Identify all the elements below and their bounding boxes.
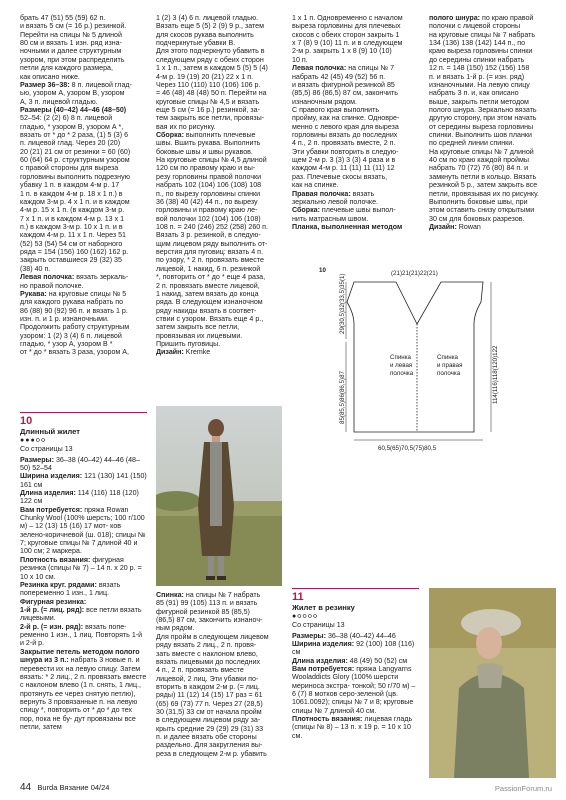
paragraph-text: вязать попеременно 1 изн., 1 лиц.: [20, 580, 121, 598]
text-paragraph: [292, 64, 419, 189]
text-paragraph: [20, 273, 147, 290]
diagram-total-length: 114(116)118(120)122: [492, 345, 499, 404]
paragraph-heading: Ширина изделия:: [20, 472, 83, 481]
text-paragraph: [20, 456, 147, 473]
diagram-top-width: (21)21(21)22(21): [391, 270, 438, 277]
paragraph-heading: Плотность вязания:: [20, 555, 91, 564]
text-paragraph: [20, 472, 147, 489]
column-2-lower: [156, 591, 282, 758]
difficulty-dot: ●: [25, 436, 31, 444]
text-paragraph: [20, 623, 147, 648]
paragraph-heading: 1-й р. (= лиц. ряд):: [20, 606, 85, 614]
paragraph-heading: Закрытие петель методом полого шнура из 3 п.:: [20, 647, 140, 665]
paragraph-heading: Сборка:: [156, 131, 184, 140]
paragraph-text: 114 (116) 118 (120) 122 см: [20, 488, 139, 506]
difficulty-dot: ●: [292, 612, 298, 620]
paragraph-text: 1 х 1 п. Одновременно с началом выреза горловины для плечевых скосов с обеих сторон закрыть 1 х 7 (8) 9 (10) 11 п. и в следующем 2-м р. закрыть 1 х 8 (9) 10 (10) 10 п.: [292, 14, 403, 64]
paragraph-text: 1 (2) 3 (4) 6 п. лицевой гладью. Вязать еще 5 (5) 2 (9) 9 р., затем для скосов рукава выполнить подчеркнутые убавки В. Для этого подчеркнуто убавить в следующем ряду с обеих сторон 1 х 1 п., затем в каждом 5 (5) 5 (4) 4-м р. 19 (19) 20 (21) 22 х 1 п. Через 110 (110) 110 (106) 106 р. = 46 (48) 48 (48) 50 п. Перейти на круговые спицы № 4,5 и вязать еще 5 см (= 16 р.) резинкой, за- тем закрыть все петли, провязы- вая их по рисунку.: [156, 14, 268, 131]
text-paragraph: [292, 632, 419, 640]
paragraph-text: набрать 3 новые п. и перевести их на левую спицу. Затем вязать: * 2 лиц., 2 п. провязать вместе с наклоном влево (1 п. снять, 1 лиц., протянуть ее через снятую петлю), вернуть 3 провязанные п. на левую спицу *, повторить от * до * до тех пор, пока не бу- дут провязаны все петли, затем: [20, 656, 147, 732]
paragraph-heading: Левая полочка:: [292, 64, 347, 73]
text-paragraph: [292, 223, 419, 231]
paragraph-heading: Правая полочка:: [292, 189, 351, 198]
issue-number: 04/24: [90, 783, 110, 793]
paragraph-heading: Размеры:: [20, 455, 54, 464]
paragraph-heading: Размер 36–38:: [20, 80, 70, 89]
paragraph-text: Rowan: [456, 222, 481, 231]
photo-rib-vest-illustration: [429, 588, 556, 778]
difficulty-dot: ●: [20, 436, 26, 444]
page-number: 44: [20, 782, 32, 794]
paragraph-text: плечевые швы выпол- нить матрасным швом.: [292, 206, 396, 223]
watermark: PassionForum.ru: [494, 784, 552, 794]
paragraph-heading: Дизайн:: [429, 222, 457, 231]
paragraph-text: фигурная резинка (спицы № 7) – 14 п. x 20 р. = 10 x 10 см.: [20, 555, 142, 581]
diagram-right-label: Спинка и правая полочка: [437, 354, 463, 377]
section-10-specs: [20, 456, 147, 732]
paragraph-text: на круговые спицы № 5 для каждого рукава набрать по 86 (88) 90 (92) 96 п. и вязать 1 р. изн. п. и 1 р. изнаночными. Продолжить работу структурным узором: 1 (2) 3 (4) 6 п. лицевой гладью, * узор А, узором В * от * до * вязать 3 раза, узором А,: [20, 289, 130, 357]
paragraph-text: пряжа Rowan Chunky Wool (100% шерсть; 100 г/100 м) – 12 (13) 15 (16) 17 мот- ков зелено-коричневой (ш. 018); спицы № 7; круговые спицы № 7 длиной 40 и 100 см; 2 маркера.: [20, 505, 146, 556]
difficulty-dot: ●: [40, 436, 47, 444]
paragraph-text: лицевая гладь (спицы № 8) – 13 п. x 19 р. = 10 x 10 см.: [292, 715, 413, 740]
difficulty-dot: ●: [35, 436, 41, 444]
diagram-left-label: Спинка и левая полочка: [390, 354, 414, 377]
difficulty-dot: ●: [307, 612, 313, 620]
page-footer: [20, 782, 109, 794]
text-paragraph: [20, 506, 147, 556]
difficulty-rating: [20, 437, 147, 445]
section-title: Жилет в резинку: [292, 602, 355, 612]
paragraph-text: 36–38 (40–42) 44–46 (48–50) 52–54: [20, 455, 140, 472]
paragraph-heading: Вам потребуется:: [20, 505, 83, 514]
paragraph-heading: Размеры:: [292, 631, 326, 640]
paragraph-text: на спицы № 7 набрать 85 (91) 99 (105) 113 п. и вязать фигурной резинкой 85 (85,5) (86,5) 87 см, закончить изнаноч- ным рядом. Для пройм в следующем лицевом ряду вязать 2 лиц., 2 п. провя- зать вместе с наклоном влево, вязать лицевыми до последних 4 п., 2 п. провязать вместе лицевой, 2 лиц. Эти убавки по- вторить в каждом 2-м р. (= лиц. ряды) 11 (12) 14 (15) 17 раз = 61 (65) 69 (73) 77 п. Через 27 (28,5) 30 (31,5) 33 см от начала пройм в следующем лицевом ряду за- крыть средние 29 (29) 29 (31) 33 п. и далее вязать обе стороны раздельно. Для закругления вы- реза в следующем 2-м р. убавить: [156, 591, 269, 758]
column-2: [156, 14, 282, 357]
text-paragraph: [292, 190, 419, 207]
pattern-diagram: [286, 264, 566, 564]
text-paragraph: [429, 14, 556, 223]
paragraph-heading: Спинка:: [156, 591, 184, 599]
paragraph-text: вязать зеркально левой полочке.: [292, 189, 379, 206]
paragraph-text: по краю правой полочки с лицевой стороны на круговые спицы № 7 набрать 134 (136) 138 (142) 144 п., по краю выреза горловины спинки до середины спинки набрать 12 п. = 148 (150) 152 (156) 158 п. и вязать 1-й р. (= изн. ряд) изнаночными. На левую спицу набрать 3 п. и, как описано выше, закрыть петли методом полого шнура. Зеркально вязать другую сторону, при этом начать от середины выреза горловины спинки. Выполнить шов планки по средней линии спинки. На круговые спицы № 7 длиной 40 см по краю каждой проймы набрать 70 (72) 76 (80) 84 п. и замкнуть петли в кольцо. Вязать резинкой 5 р., затем закрыть все петли, провязывая их по рисунку. Выполнить боковые швы, при этом оставить снизу открытыми 30 см для боковых разрезов.: [429, 14, 539, 223]
difficulty-dot: ●: [312, 612, 319, 620]
text-paragraph: [20, 106, 147, 273]
text-paragraph: [20, 290, 147, 357]
text-paragraph: [20, 556, 147, 581]
text-paragraph: [156, 131, 282, 348]
difficulty-dot: ●: [302, 612, 308, 620]
paragraph-text: вязать зеркаль- но правой полочке.: [20, 273, 129, 290]
paragraph-heading: 2-й р. (= изн. ряд):: [20, 622, 84, 631]
text-paragraph: [20, 489, 147, 506]
paragraph-text: пряжа Langyarns Wooladdicts Glory (100% шерсти мериноса экстра- тонкой; 50 г/70 м) – 6 (7) 8 мотков серо-зеленой (цв. 1061.0092); спицы № 7 и 8; круговые спицы № 7 длиной 40 см.: [292, 664, 416, 715]
text-paragraph: [20, 14, 147, 81]
paragraph-heading: Вам потребуется:: [292, 664, 355, 673]
paragraph-text: 52–54: (2 (2) 6) 8 п. лицевой гладью, * узором В, узором А *, вязать от * до * 2 раза, (1) 5 (3) 6 п. лицевой глад. Через 20 (20) 20 (21) 21 см от резинки = 60 (60) 60 (64) 64 р. структурным узором с правой стороны для выреза горловины выполнить подрезную убавку 1 п. в каждом 4-м р. 17 1 п. в каждом 4-м р. 18 х 1 п.) в каждом 3-м р. 4 х 1 п. и в каждом 4-м р. 15 х 1 п. (в каждом 3-м р. 7 х 1 п. и в каждом 4-м р. 13 х 1 п.) в каждом 3-м р. 10 х 1 п. и в каждом 4-м р. 11 х 1 п. Через 51 (52) 53 (54) 54 см от наборного ряда = 154 (156) 160 (162) 162 р. закрыть оставшиеся 29 (32) 35 (38) 40 п.: [20, 114, 131, 273]
difficulty-dot: ●: [30, 436, 36, 444]
diagram-bottom-width: 60,5(65)70,5(75)80,5: [378, 445, 437, 452]
paragraph-heading: Дизайн:: [156, 348, 184, 357]
paragraph-text: 48 (49) 50 (52) см: [347, 656, 408, 665]
section-title: Длинный жилет: [20, 426, 80, 436]
diagram-body-length: 85(85,5)86(86,5)87: [339, 371, 346, 424]
column-3: [292, 14, 419, 231]
magazine-name: Burda Вязание: [37, 783, 89, 793]
photo-long-vest: [156, 406, 282, 586]
text-paragraph: [429, 223, 556, 231]
section-11-specs: [292, 632, 419, 741]
paragraph-heading: Сборка:: [292, 206, 320, 215]
paragraph-heading: Планка, выполненная методом: [292, 222, 403, 231]
column-4: [429, 14, 556, 231]
paragraph-heading: Рукава:: [20, 289, 47, 298]
paragraph-text: выполнить плечевые швы. Вшить рукава. Выполнить боковые швы и швы рукавов. На круговые спицы № 4,5 длиной 120 см по правому краю и вы- резу горловины правой полочки набрать 102 (104) 106 (108) 108 п., по вырезу горловины спинки 36 (38) 40 (42) 44 п., по вырезу горловины и правому краю ле- вой полочки 102 (104) 106 (108) 108 п. = 240 (246) 252 (258) 260 п. Вязать 3 р. резинкой, в следую- щим лицевом ряду выполнить от- верстия для пуговиц: вязать 4 п. по узору, * 2 п. провязать вместе лицевой, 1 накид, 6 п. резинкой *, повторить от * до * еще 4 раза, 2 п. провязать вместе лицевой, 1 накид, затем вязать до конца ряда. В следующем изнаночном ряду накиды вязать в соответ- ствии с узором. Вязать еще 4 р., затем закрыть все петли, провязывая их лицевыми. Пришить пуговицы.: [156, 131, 268, 349]
text-paragraph: [156, 348, 282, 356]
text-paragraph: [20, 598, 147, 606]
diagram-number: 10: [319, 267, 326, 274]
paragraph-text: 36–38 (40–42) 44–46: [325, 631, 396, 640]
paragraph-text: 121 (130) 141 (150) 161 см: [20, 472, 147, 489]
text-paragraph: [156, 591, 282, 758]
paragraph-heading: Длина изделия:: [20, 488, 76, 497]
vest-outline: [347, 282, 483, 432]
diagram-armhole: 29(30,5)32(33,5)35(1): [339, 273, 346, 334]
paragraph-text: брать 47 (51) 55 (59) 62 п. и вязать 5 см (= 16 р.) резинкой. Перейти на спицы № 5 длиной 80 см и вязать 1 изн. ряд изна- ночными и далее структурным узором, при этом распределить петли для каждого размера, как описано ниже.: [20, 14, 127, 81]
paragraph-text: на спицы № 7 набрать 42 (45) 49 (52) 56 п. и вязать фигурной резинкой 85 (85,5) 86 (86,5) 87 см, закончить изнаночным рядом. С правого края выполнить пройму, как на спинке. Одновре- менно с левого края для выреза горловины вязать до последних 4 п., 2 п. провязать вместе, 2 п. Эти убавки повторить в следую- щем 2-м р. 3 (3) 3 (3) 4 раза и в каждом 4-м р. 11 (11) 11 (11) 12 раз. Плечевые скосы вязать, как на спинке.: [292, 64, 400, 190]
photo-rib-vest: [429, 588, 556, 778]
text-paragraph: [292, 206, 419, 223]
paragraph-heading: Плотность вязания:: [292, 715, 363, 724]
text-paragraph: [156, 14, 282, 131]
text-paragraph: [292, 14, 419, 64]
paragraph-heading: Длина изделия:: [292, 656, 348, 665]
photo-long-vest-illustration: [156, 406, 282, 586]
text-paragraph: [20, 81, 147, 106]
source-page: Со страницы 13: [20, 445, 73, 454]
section-10: [20, 412, 147, 731]
paragraph-text: 92 (100) 108 (116) см: [292, 639, 415, 657]
paragraph-heading: Резинка круг. рядами:: [20, 580, 97, 589]
text-paragraph: [20, 606, 147, 623]
paragraph-heading: Размеры (40–42) 44–46 (48–50): [20, 105, 127, 114]
text-paragraph: [292, 657, 419, 665]
text-paragraph: [292, 665, 419, 715]
text-paragraph: [20, 648, 147, 732]
paragraph-text: вязать попе- ременно 1 изн., 1 лиц. Повторять 1-й и 2-й р.: [20, 622, 143, 648]
paragraph-heading: Ширина изделия:: [292, 639, 355, 648]
paragraph-text: 8 п. лицевой глад- ью, узором А, узором В, узором А, 3 п. лицевой гладью.: [20, 80, 132, 106]
paragraph-text: Kremke: [183, 348, 211, 357]
difficulty-dot: ●: [297, 612, 303, 620]
column-1: [20, 14, 147, 357]
paragraph-heading: полого шнура:: [429, 14, 481, 22]
section-number: 10: [20, 412, 147, 428]
section-number: 11: [292, 588, 419, 604]
text-paragraph: [20, 581, 147, 598]
paragraph-heading: Фигурная резинка:: [20, 597, 87, 606]
paragraph-heading: Левая полочка:: [20, 273, 75, 282]
section-11: [292, 588, 419, 740]
text-paragraph: [292, 715, 419, 740]
source-page: Со страницы 13: [292, 621, 345, 630]
text-paragraph: [292, 640, 419, 657]
paragraph-text: все петли вязать лицевыми.: [20, 606, 142, 623]
difficulty-rating: [292, 613, 419, 621]
